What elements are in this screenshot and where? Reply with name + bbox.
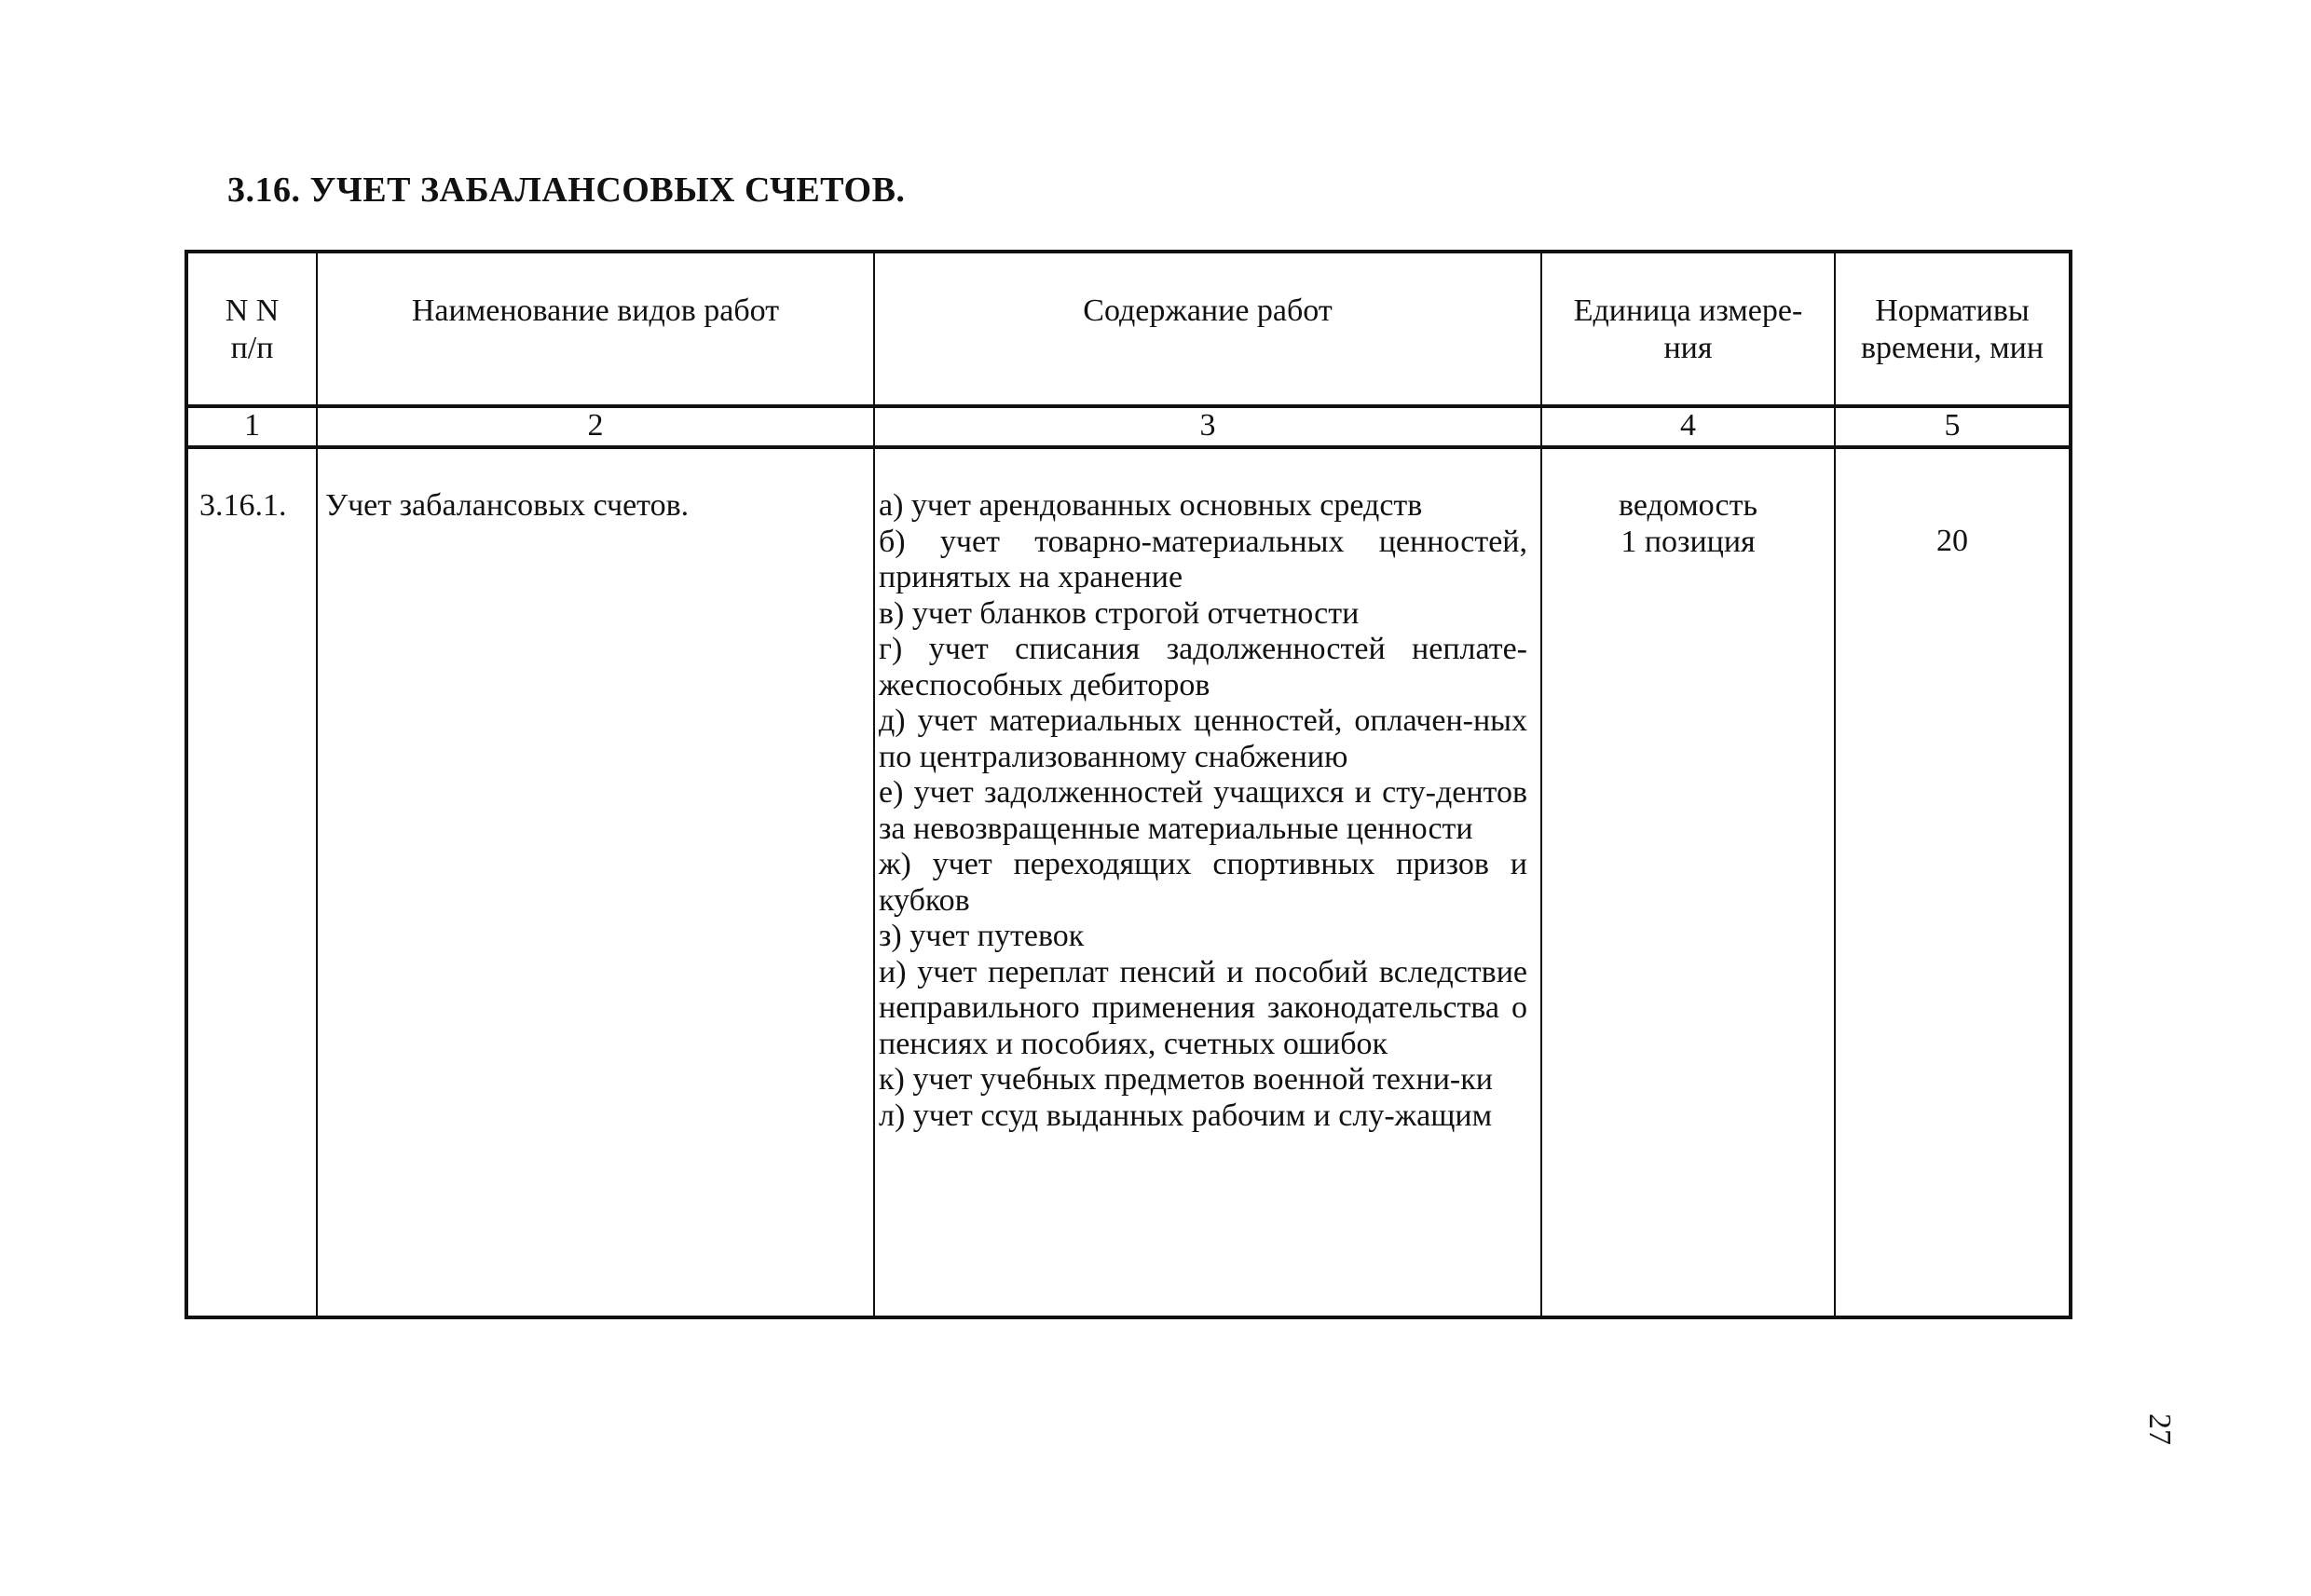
column-number-row [186,406,2071,447]
column-number-4: 4 [1541,406,1835,447]
header-norm-label: Нормативы времени, мин [1860,293,2044,365]
header-cell-unit [1541,252,1835,406]
header-name-label: Наименование видов работ [411,293,780,328]
row-content-cell [874,447,1541,1317]
work-content-list [875,449,1540,1134]
time-norm-value: 20 [1936,524,1968,558]
row-number: 3.16.1. [199,488,287,523]
row-norm-cell [1835,447,2071,1317]
content-item-b: б) учет товарно-материальных ценностей, принятых на хранение [879,524,1527,594]
content-item-v: в) учет бланков строгой отчетности [879,595,1360,631]
table-row [186,447,2071,1317]
page-number: 27 [2142,1413,2177,1445]
unit-line-2: 1 позиция [1620,524,1756,559]
content-item-e: е) учет задолженностей учащихся и сту-дентов за невозвращенные материальные ценности [879,775,1527,846]
content-item-i: и) учет переплат пенсий и пособий вследствие неправильного применения законодательства о пенсиях и пособиях, счетных ошибок [879,954,1527,1061]
row-name-cell [317,447,874,1317]
column-number-2: 2 [317,406,874,447]
column-number-5: 5 [1835,406,2071,447]
header-cell-norm [1835,252,2071,406]
content-item-l: л) учет ссуд выданных рабочим и слу-жащим [879,1098,1493,1133]
unit-of-measure [1542,449,1834,560]
header-unit-label: Единица измере- ния [1573,293,1803,365]
header-number-label: N N п/п [225,293,280,365]
row-number-cell [186,447,317,1317]
content-item-d: д) учет материальных ценностей, оплачен-ных по централизованному снабжению [879,703,1527,774]
content-item-k: к) учет учебных предметов военной техни-ки [879,1062,1493,1097]
header-cell-content [874,252,1541,406]
norms-table [185,250,2072,1319]
section-title: 3.16. УЧЕТ ЗАБАЛАНСОВЫХ СЧЕТОВ. [227,171,906,210]
content-item-zh: ж) учет переходящих спортивных призов и кубков [879,847,1527,918]
content-item-g: г) учет списания задолженностей неплате-жеспособных дебиторов [879,632,1527,703]
table-header-row [186,252,2071,406]
header-cell-name [317,252,874,406]
row-unit-cell [1541,447,1835,1317]
row-work-name: Учет забалансовых счетов. [325,488,690,523]
header-content-label: Содержание работ [1083,293,1333,328]
content-item-a: а) учет арендованных основных средств [879,488,1423,523]
column-number-3: 3 [874,406,1541,447]
content-item-z: з) учет путевок [879,919,1085,953]
header-cell-number [186,252,317,406]
column-number-1: 1 [186,406,317,447]
unit-line-1: ведомость [1619,488,1757,523]
